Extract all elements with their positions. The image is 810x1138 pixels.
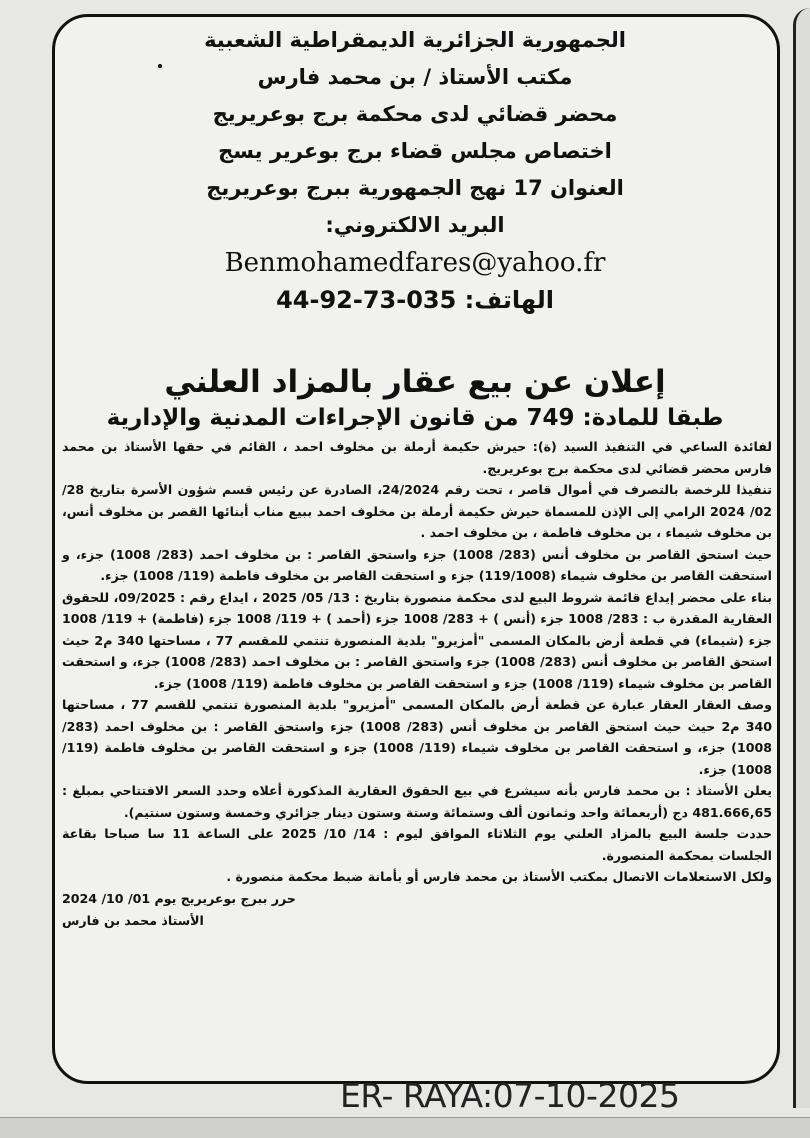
paragraph-description: وصف العقار العقار عبارة عن قطعة أرض بالمكان المسمى "أمزيرو" بلدية المنصورة تنتمي للقسم 77 ، مساحتها 340 م2 حيث حيث استحق القاصر بن مخلوف أنس (283/ 1008) جزء واستحق القاصر : بن مخلوف احمد (283/ 1008) جزء، و استحقت القاصر بن مخلوف شيماء (119/ 1008) جزء و استحقت القاصر بن مخلوف فاطمة (119/ 1008) جزء. [62, 697, 772, 777]
paragraph-license: تنفيذا للرخصة بالتصرف في أموال قاصر ، تحت رقم 24/2024، الصادرة عن رئيس قسم شؤون الأسرة بتاريخ 28/ 02/ 2024 الرامي إلى الإذن للمسماة حيرش حكيمة أرملة بن مخلوف احمد ببيع مناب أبنائها القصر بن مخلوف أنس، بن مخلوف شيماء ، بن مخلوف فاطمة ، بن مخلوف احمد . [62, 482, 773, 540]
paragraph-shares: حيث استحق القاصر بن مخلوف أنس (283/ 1008) جزء واستحق القاصر : بن مخلوف احمد (283/ 1008) جزء، و استحقت القاصر بن مخلوف شيماء (119/1008) جزء و استحقت القاصر بن مخلوف فاطمة (119/ 1008) جزء. [62, 546, 773, 583]
paragraph-price: يعلن الأستاذ : بن محمد فارس بأنه سيشرع في بيع الحقوق العقارية المذكورة أعلاه وحدد السعر الافتتاحي بمبلغ : 481.666,65 دج (أربعمائة واحد وثمانون ألف وستمائة وستة وستون دينار جزائري وخمسة وستون سنتيم). [62, 783, 772, 820]
office-name: مكتب الأستاذ / بن محمد فارس [257, 65, 573, 89]
announcement-body [62, 436, 772, 932]
jurisdiction: اختصاص مجلس قضاء برج بوعرير يسج [218, 139, 612, 163]
signature-block [62, 888, 772, 932]
email-label: البريد الالكتروني: [325, 213, 505, 237]
adjacent-column-edge [793, 8, 810, 1108]
paragraph-deposit: بناء على محضر إيداع قائمة شروط البيع لدى محكمة منصورة بتاريخ : 13/ 05/ 2025 ، ايداع رقم : 09/2025، للحقوق العقارية المقدرة ب : 283/ 1008 جزء (أنس ) + 283/ 1008 جزء (أحمد ) + 119/ 1008 جزء (فاطمة) + 119/ 1008 جزء (شيماء) في قطعة أرض بالمكان المسمى "أمزيرو" بلدية المنصورة تنتمي للمقسم 77 ، مساحتها 340 م2 حيث استحق القاصر بن مخلوف أنس (283/ 1008) جزء واستحق القاصر : بن مخلوف احمد (283/ 1008) جزء، و استحقت القاصر بن مخلوف شيماء (119/ 1008) جزء و استحقت القاصر بن مخلوف فاطمة (119/ 1008) جزء. [62, 589, 773, 691]
newspaper-stamp: ER- RAYA:07-10-2025 [340, 1076, 680, 1115]
republic-name: الجمهورية الجزائرية الديمقراطية الشعبية [204, 28, 626, 52]
legal-article: طبقا للمادة: 749 من قانون الإجراءات المدنية والإدارية [106, 405, 724, 431]
phone-number: الهاتف: 035-73-92-44 [276, 286, 554, 314]
address: العنوان 17 نهج الجمهورية ببرج بوعريريج [206, 176, 624, 200]
paragraph-session: حددت جلسة البيع بالمزاد العلني يوم الثلاثاء الموافق ليوم : 14/ 10/ 2025 على الساعة 11 سا صباحا بقاعة الجلسات بمحكمة المنصورة. [62, 826, 773, 863]
office-header [70, 22, 760, 319]
bailiff-title: محضر قضائي لدى محكمة برج بوعريريج [212, 102, 618, 126]
paragraph-beneficiary: لفائدة الساعي في التنفيذ السيد (ة): حيرش حكيمة أرملة بن مخلوف احمد ، القائم في حقها الأستاذ بن محمد فارس محضر قضائي لدى محكمة برج بوعريريج. [62, 439, 772, 476]
signature-date: حرر ببرج بوعريريج يوم 01/ 10/ 2024 [62, 890, 296, 906]
paragraph-contact: ولكل الاستعلامات الاتصال بمكتب الأستاذ بن محمد فارس أو بأمانة ضبط محكمة منصورة . [226, 869, 772, 884]
announcement-title: إعلان عن بيع عقار بالمزاد العلني [164, 364, 666, 400]
email-address: Benmohamedfares@yahoo.fr [224, 248, 606, 278]
page-bottom-strip [0, 1117, 810, 1138]
signature-name: الأستاذ محمد بن فارس [62, 912, 204, 928]
